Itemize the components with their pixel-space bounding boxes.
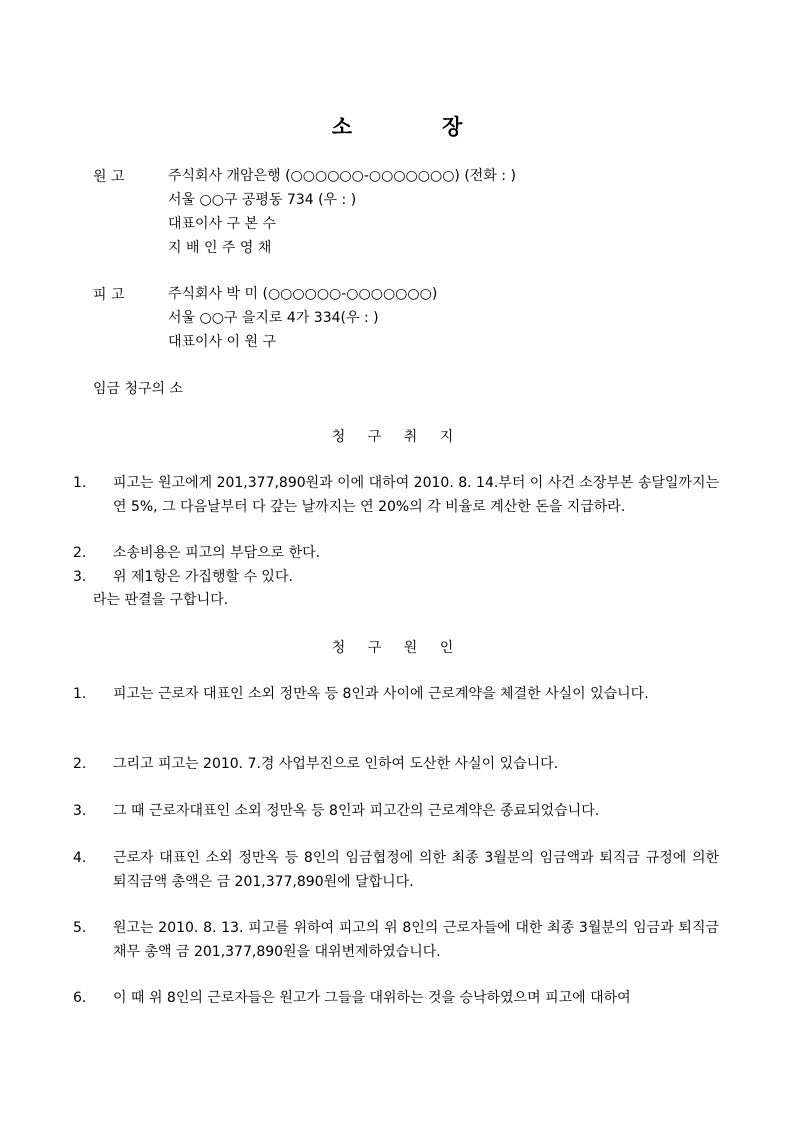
item-number: 1. bbox=[73, 475, 87, 491]
item-number: 4. bbox=[73, 850, 87, 866]
item-text: 피고는 원고에게 201,377,890원과 이에 대하여 2010. 8. 14.부터 이 사건 소장부본 송달일까지는 연 5%, 그 다음날부터 다 갚는 날까지는 연 20%의 각 비율로 계산한 돈을 지급하라. bbox=[113, 475, 719, 515]
item-text: 근로자 대표인 소외 정만옥 등 8인의 임금협정에 의한 최종 3월분의 임금액과 퇴직금 규정에 의한 퇴직금액 총액은 금 201,377,890원에 달합니다. bbox=[113, 850, 719, 890]
item-text: 소송비용은 피고의 부담으로 한다. bbox=[113, 545, 321, 561]
claim-cause-item-3 bbox=[73, 800, 719, 824]
plaintiff-manager: 지 배 인 주 영 채 bbox=[168, 240, 272, 256]
claim-purpose-item-3 bbox=[73, 566, 719, 590]
item-text: 위 제1항은 가집행할 수 있다. bbox=[113, 569, 293, 585]
claim-purpose-item-1 bbox=[73, 472, 719, 519]
plaintiff-role: 원 고 bbox=[93, 169, 125, 185]
item-number: 3. bbox=[73, 803, 87, 819]
claim-purpose-heading: 청 구 취 지 bbox=[331, 429, 463, 445]
title-char-1: 소 bbox=[331, 115, 352, 139]
document-title bbox=[0, 111, 794, 141]
claim-cause-item-6 bbox=[73, 987, 719, 1011]
item-number: 2. bbox=[73, 756, 87, 772]
claim-cause-item-1 bbox=[73, 683, 719, 707]
item-text: 원고는 2010. 8. 13. 피고를 위하여 피고의 위 8인의 근로자들에 대한 최종 3월분의 임금과 퇴직금 채무 총액 금 201,377,890원을 대위변제하였습니다. bbox=[113, 920, 719, 960]
item-text: 피고는 근로자 대표인 소외 정만옥 등 8인과 사이에 근로계약을 체결한 사실이 있습니다. bbox=[113, 686, 649, 702]
plaintiff-representative: 대표이사 구 본 수 bbox=[168, 216, 277, 232]
claim-cause-heading: 청 구 원 인 bbox=[331, 640, 463, 656]
item-text: 이 때 위 8인의 근로자들은 원고가 그들을 대위하는 것을 승낙하였으며 피고에 대하여 bbox=[113, 990, 631, 1006]
title-char-2: 장 bbox=[442, 115, 463, 139]
item-text: 그 때 근로자대표인 소외 정만옥 등 8인과 피고간의 근로계약은 종료되었습니다. bbox=[113, 803, 600, 819]
item-text: 그리고 피고는 2010. 7.경 사업부진으로 인하여 도산한 사실이 있습니다. bbox=[113, 756, 559, 772]
item-number: 5. bbox=[73, 920, 87, 936]
claim-purpose-closing: 라는 판결을 구합니다. bbox=[93, 592, 229, 608]
plaintiff-address: 서울 ○○구 공평동 734 (우 : ) bbox=[168, 192, 357, 208]
defendant-address: 서울 ○○구 을지로 4가 334(우 : ) bbox=[168, 310, 379, 326]
claim-cause-item-4 bbox=[73, 847, 719, 894]
case-title: 임금 청구의 소 bbox=[93, 381, 184, 397]
claim-cause-item-5 bbox=[73, 917, 719, 964]
claim-cause-item-2 bbox=[73, 753, 719, 777]
item-number: 1. bbox=[73, 686, 87, 702]
item-number: 3. bbox=[73, 569, 87, 585]
plaintiff-name: 주식회사 개암은행 (○○○○○○-○○○○○○○) (전화 : ) bbox=[168, 168, 516, 184]
item-number: 6. bbox=[73, 990, 87, 1006]
item-number: 2. bbox=[73, 545, 87, 561]
defendant-representative: 대표이사 이 원 구 bbox=[168, 334, 277, 350]
claim-purpose-item-2 bbox=[73, 542, 719, 566]
defendant-role: 피 고 bbox=[93, 287, 125, 303]
defendant-name: 주식회사 박 미 (○○○○○○-○○○○○○○) bbox=[168, 286, 438, 302]
